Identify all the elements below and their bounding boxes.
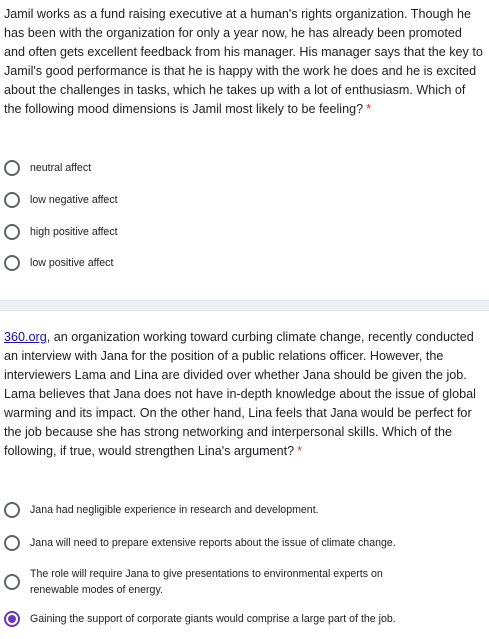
option-label: neutral affect: [30, 162, 92, 174]
option-low-positive-affect[interactable]: [4, 255, 113, 271]
option-negligible-experience[interactable]: [4, 502, 319, 518]
required-asterisk: *: [366, 102, 372, 116]
option-label: Jana will need to prepare extensive reports about the issue of climate change.: [30, 537, 396, 549]
option-corporate-support[interactable]: [4, 611, 396, 627]
required-asterisk: *: [297, 444, 303, 458]
option-extensive-reports[interactable]: [4, 535, 396, 551]
question-1-text: [4, 0, 485, 119]
option-label: low negative affect: [30, 194, 118, 206]
radio-button[interactable]: [4, 574, 20, 590]
radio-button[interactable]: [4, 535, 20, 551]
radio-button[interactable]: [4, 224, 20, 240]
question-card-2: [0, 311, 489, 639]
question-2-text: [4, 311, 485, 461]
option-neutral-affect[interactable]: [4, 160, 91, 176]
question-card-1: [0, 0, 489, 300]
section-divider: [0, 300, 489, 311]
radio-button-selected[interactable]: [4, 611, 20, 627]
option-label: Gaining the support of corporate giants would comprise a large part of the job.: [30, 613, 396, 625]
option-high-positive-affect[interactable]: [4, 224, 118, 240]
option-label: Jana had negligible experience in research and development.: [30, 504, 319, 516]
option-presentations[interactable]: [4, 566, 430, 598]
option-label: high positive affect: [30, 226, 118, 238]
radio-button[interactable]: [4, 502, 20, 518]
radio-button[interactable]: [4, 192, 20, 208]
question-1-body: Jamil works as a fund raising executive at a human's rights organization. Though he has been with the organization for only a year now, he has already been promoted and often gets excellent feedback from his manager. His manager says that the key to Jamil's good performance is that he is happy with the work he does and he is excited about the challenges in tasks, which he takes up with a lot of enthusiasm. Which of the following mood dimensions is Jamil most likely to be feeling?: [4, 7, 483, 116]
option-label: low positive affect: [30, 257, 114, 269]
org-link[interactable]: 360.org: [4, 330, 47, 344]
radio-button[interactable]: [4, 160, 20, 176]
question-2-body: , an organization working toward curbing climate change, recently conducted an interview with Jana for the position of a public relations officer. However, the interviewers Lama and Lina are divided over whether Jana should be given the job. Lama believes that Jana does not have in-depth knowledge about the issue of global warming and its impact. On the other hand, Lina feels that Jana would be perfect for the job because she has strong networking and interpersonal skills. Which of the following, if true, would strengthen Lina's argument?: [4, 330, 476, 458]
option-label: The role will require Jana to give presentations to environmental experts on renewable modes of energy.: [30, 568, 383, 596]
option-low-negative-affect[interactable]: [4, 192, 118, 208]
radio-button[interactable]: [4, 255, 20, 271]
